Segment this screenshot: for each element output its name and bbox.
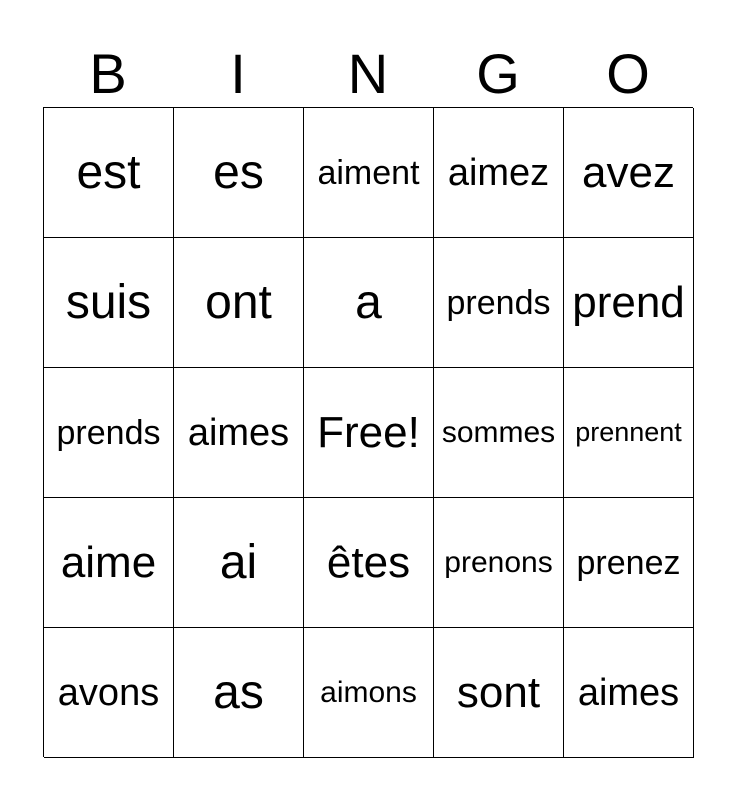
bingo-cell-r5-c4[interactable]: sont [434, 628, 564, 758]
bingo-header [43, 40, 693, 108]
bingo-cell-r5-c1[interactable]: avons [44, 628, 174, 758]
bingo-cell-r3-c5[interactable]: prennent [564, 368, 694, 498]
bingo-cell-r2-c5[interactable]: prend [564, 238, 694, 368]
bingo-cell-r4-c4[interactable]: prenons [434, 498, 564, 628]
bingo-cell-r1-c1[interactable]: est [44, 108, 174, 238]
header-letter-b: B [89, 42, 127, 105]
bingo-cell-r1-c4[interactable]: aimez [434, 108, 564, 238]
bingo-cell-r5-c5[interactable]: aimes [564, 628, 694, 758]
bingo-cell-r4-c2[interactable]: ai [174, 498, 304, 628]
header-letter-i: I [230, 42, 246, 105]
bingo-cell-r1-c5[interactable]: avez [564, 108, 694, 238]
bingo-cell-r3-c4[interactable]: sommes [434, 368, 564, 498]
bingo-cell-r5-c2[interactable]: as [174, 628, 304, 758]
header-letter-o: O [606, 42, 650, 105]
bingo-board [43, 107, 693, 757]
free-space-cell[interactable]: Free! [304, 368, 434, 498]
bingo-cell-r1-c2[interactable]: es [174, 108, 304, 238]
bingo-cell-r3-c2[interactable]: aimes [174, 368, 304, 498]
bingo-cell-r5-c3[interactable]: aimons [304, 628, 434, 758]
bingo-cell-r2-c1[interactable]: suis [44, 238, 174, 368]
bingo-cell-r4-c3[interactable]: êtes [304, 498, 434, 628]
header-letter-g: G [476, 42, 520, 105]
bingo-cell-r2-c2[interactable]: ont [174, 238, 304, 368]
bingo-cell-r3-c1[interactable]: prends [44, 368, 174, 498]
bingo-cell-r4-c5[interactable]: prenez [564, 498, 694, 628]
header-letter-n: N [347, 42, 389, 105]
bingo-cell-r2-c3[interactable]: a [304, 238, 434, 368]
bingo-cell-r4-c1[interactable]: aime [44, 498, 174, 628]
bingo-cell-r1-c3[interactable]: aiment [304, 108, 434, 238]
bingo-cell-r2-c4[interactable]: prends [434, 238, 564, 368]
